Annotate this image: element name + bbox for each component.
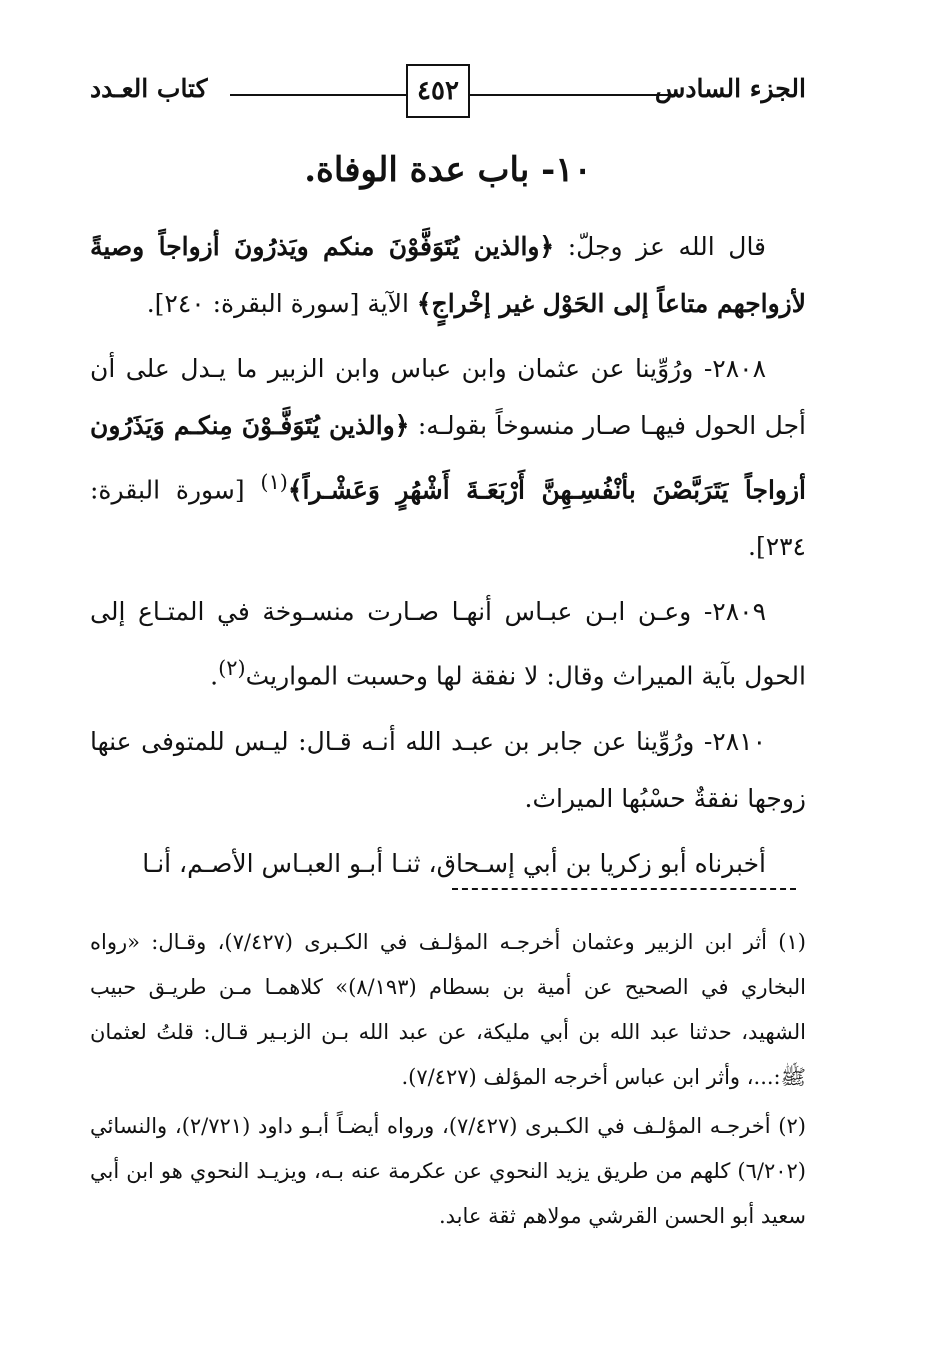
paragraph-verse-intro [90,218,806,332]
main-text [90,218,806,900]
header-rule-left [230,94,406,96]
volume-title: الجزء السادس [654,74,806,103]
footnote-1: (١) أثر ابن الزبير وعثمان أخرجـه المؤلـف في الكـبرى (٧/٤٢٧)، وقـال: «رواه البخاري في الصحيح عن أمية بن بسطام (٨/١٩٣)» كلاهمـا مـن طريـق حبيب الشهيد، حدثنا عبد الله بن أبي مليكة، عن عبد الله بـن الزبـير قـال: قلتُ لعثمان ﷺ:...، وأثر ابن عباس أخرجه المؤلف (٧/٤٢٧). [90,930,807,1089]
paragraph-isnad: أخبرناه أبو زكريا بن أبي إسـحاق، ثنـا أبـو العبـاس الأصـم، أنـا [142,848,766,878]
intro-text: قال الله عز وجلّ: [554,232,767,261]
page-header [90,64,806,120]
period: . [210,661,219,691]
quran-verse: ﴿والذين يُتَوَفَّوْنَ منكم ويَذرُونَ أزواجاً وصيةً لأزواجهم متاعاً إلى الحَوْل غير إخْراجٍ﴾ [90,232,806,318]
chapter-title: ١٠- باب عدة الوفاة. [304,150,592,190]
verse-reference: الآية [سورة البقرة: ٢٤٠]. [146,289,417,318]
footnote-separator [452,888,796,890]
narration-text: ٢٨٠٩- وعـن ابـن عبـاس أنهـا صـارت منسـوخة في المتـاع إلى الحول بآية الميراث وقال: لا نفقة لها وحسبت المواريث [90,597,806,691]
paragraph-2809 [90,583,806,704]
paragraph-2808 [90,340,806,575]
narration-text: ٢٨٠٨- ورُوِّينا عن عثمان وابن عباس وابن الزبير ما يـدل على أن أجل الحول فيهـا صـار منسوخاً بقولـه: [90,354,806,440]
footnote-marker: (١) [260,470,288,494]
footnotes [90,920,806,1243]
page-number: ٤٥٢ [406,64,470,118]
footnote-2: (٢) أخرجـه المؤلـف في الكـبرى (٧/٤٢٧)، ورواه أيضـاً أبـو داود (٢/٧٢١)، والنسائي (٦/٢٠٢) كلهم من طريق يزيد النحوي عن عكرمة عنه بـه، ويزيـد النحوي هو ابن أبي سعيد أبو الحسن القرشي مولاهم ثقة عابد. [90,1114,806,1228]
footnote-marker: (٢) [218,656,246,681]
quran-verse: ﴿والذين يُتَوَفَّـوْنَ مِنكـم وَيَذَرُون أزواجاً يَتَرَبَّصْنَ بأنْفُسِـهِنَّ أَرْبَعَـةَ أَشْهُرٍ وَعَشْـراً﴾ [90,411,806,505]
book-title: كتاب العـدد [90,74,208,103]
verse-reference: [سورة البقرة: ٢٣٤]. [90,475,806,562]
header-rule-right [468,94,673,96]
paragraph-2810: ٢٨١٠- ورُوِّينا عن جابر بن عبـد الله أنـه قـال: ليـس للمتوفى عنها زوجها نفقةٌ حسْبُها الميراث. [90,726,806,813]
